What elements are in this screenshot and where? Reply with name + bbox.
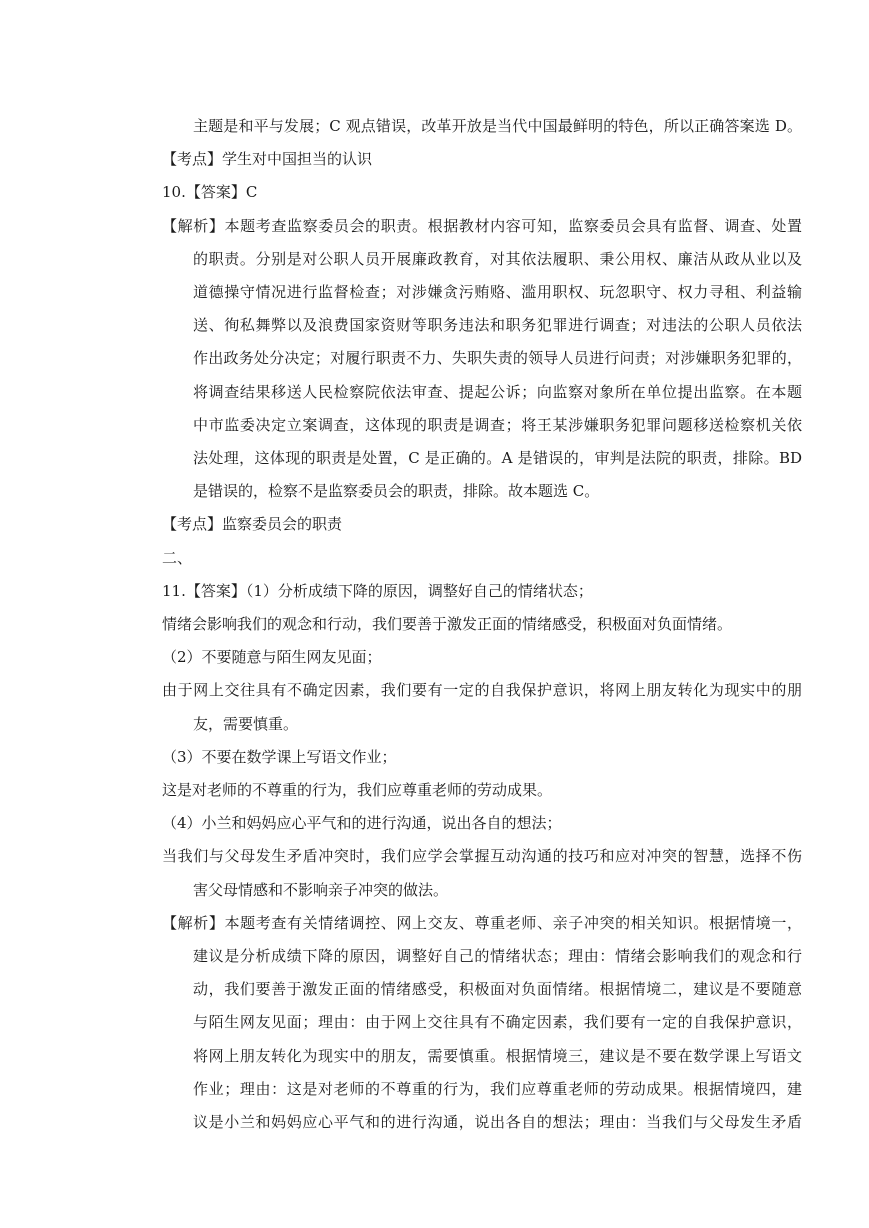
text-line: 情绪会影响我们的观念和行动，我们要善于激发正面的情绪感受，积极面对负面情绪。 bbox=[162, 615, 733, 633]
text-line: 议是小兰和妈妈应心平气和的进行沟通，说出各自的想法；理由：当我们与父母发生矛盾 bbox=[193, 1113, 802, 1131]
text-line: 建议是分析成绩下降的原因，调整好自己的情绪状态；理由：情绪会影响我们的观念和行 bbox=[193, 947, 802, 965]
text-line: 中市监委决定立案调查，这体现的职责是调查；将王某涉嫌职务犯罪问题移送检察机关依 bbox=[193, 416, 802, 434]
text-line: （4）小兰和妈妈应心平气和的进行沟通，说出各自的想法； bbox=[162, 814, 562, 832]
text-line: （2）不要随意与陌生网友见面； bbox=[162, 648, 382, 666]
text-line: 11.【答案】（1）分析成绩下降的原因，调整好自己的情绪状态； bbox=[162, 582, 593, 600]
text-line: 主题是和平与发展；C 观点错误，改革开放是当代中国最鲜明的特色，所以正确答案选 D。 bbox=[193, 117, 802, 135]
text-line: 是错误的，检察不是监察委员会的职责，排除。故本题选 C。 bbox=[193, 482, 600, 500]
text-line: 法处理，这体现的职责是处置，C 是正确的。A 是错误的，审判是法院的职责，排除。BD bbox=[193, 449, 802, 467]
text-line: 由于网上交往具有不确定因素，我们要有一定的自我保护意识，将网上朋友转化为现实中的朋 bbox=[162, 681, 802, 699]
text-line: 动，我们要善于激发正面的情绪感受，积极面对负面情绪。根据情境二，建议是不要随意 bbox=[193, 980, 802, 998]
text-line: 当我们与父母发生矛盾冲突时，我们应学会掌握互动沟通的技巧和应对冲突的智慧，选择不伤 bbox=[162, 847, 802, 865]
text-line: 害父母情感和不影响亲子冲突的做法。 bbox=[193, 881, 449, 899]
text-line: 【解析】本题考查监察委员会的职责。根据教材内容可知，监察委员会具有监督、调查、处置 bbox=[162, 217, 802, 235]
text-line: 【考点】学生对中国担当的认识 bbox=[162, 150, 373, 168]
text-line: 将调查结果移送人民检察院依法审查、提起公诉；向监察对象所在单位提出监察。在本题 bbox=[193, 383, 802, 401]
text-line: 送、徇私舞弊以及浪费国家资财等职务违法和职务犯罪进行调查；对违法的公职人员依法 bbox=[193, 316, 802, 334]
text-line: 这是对老师的不尊重的行为，我们应尊重老师的劳动成果。 bbox=[162, 781, 553, 799]
text-line: 友，需要慎重。 bbox=[193, 715, 299, 733]
text-line: 道德操守情况进行监督检查；对涉嫌贪污贿赂、滥用职权、玩忽职守、权力寻租、利益输 bbox=[193, 283, 802, 301]
text-line: 【解析】本题考查有关情绪调控、网上交友、尊重老师、亲子冲突的相关知识。根据情境一， bbox=[162, 914, 802, 932]
text-line: 二、 bbox=[162, 549, 193, 567]
text-line: 与陌生网友见面；理由：由于网上交往具有不确定因素，我们要有一定的自我保护意识， bbox=[193, 1013, 802, 1031]
text-line: 将网上朋友转化为现实中的朋友，需要慎重。根据情境三，建议是不要在数学课上写语文 bbox=[193, 1047, 802, 1065]
text-line: 10.【答案】C bbox=[162, 183, 258, 201]
text-line: 作业；理由：这是对老师的不尊重的行为，我们应尊重老师的劳动成果。根据情境四，建 bbox=[193, 1080, 802, 1098]
text-line: 【考点】监察委员会的职责 bbox=[162, 515, 343, 533]
text-line: （3）不要在数学课上写语文作业； bbox=[162, 748, 397, 766]
text-line: 的职责。分别是对公职人员开展廉政教育，对其依法履职、秉公用权、廉洁从政从业以及 bbox=[193, 250, 802, 268]
text-line: 作出政务处分决定；对履行职责不力、失职失责的领导人员进行问责；对涉嫌职务犯罪的， bbox=[193, 349, 802, 367]
